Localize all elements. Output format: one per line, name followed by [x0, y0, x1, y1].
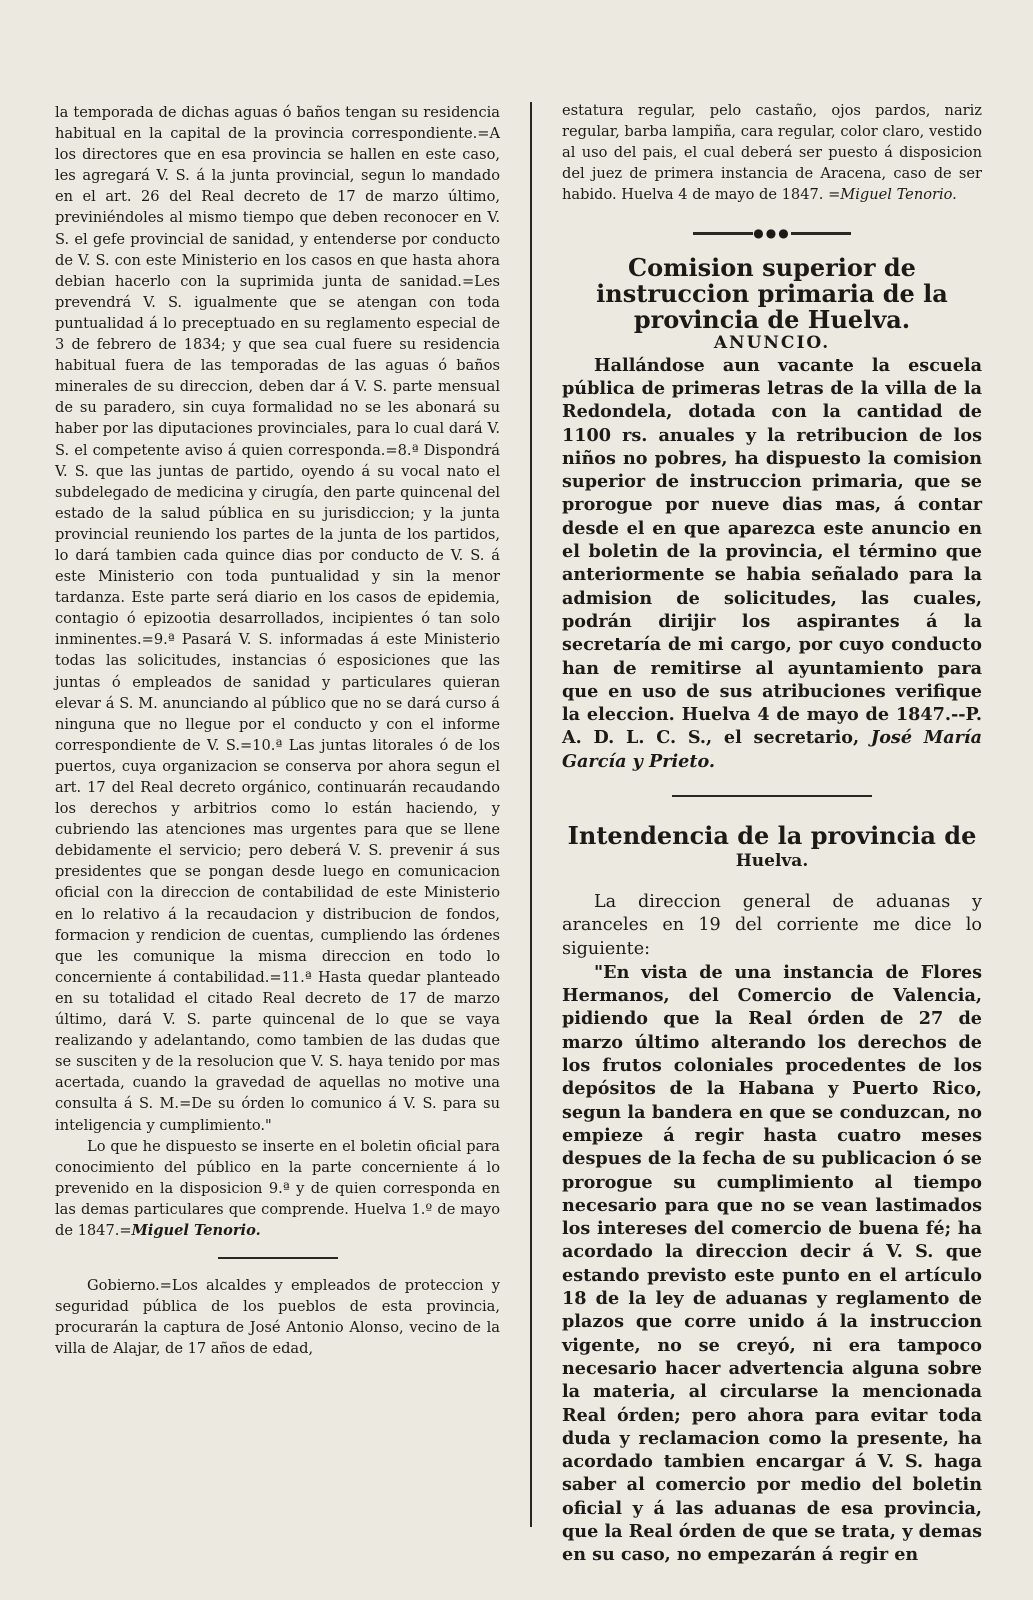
anuncio-body	[562, 354, 982, 773]
sanidad-decree-text: la temporada de dichas aguas ó baños tengan su residencia habitual en la capital de la provincia correspondiente.=A los directores que en esa provincia se hallen en este caso, les agregará V. S. á la junta provincial, segun lo mandado en el art. 26 del Real decreto de 17 de marzo último, previniéndoles al mismo tiempo que deben reconocer en V. S. el gefe provincial de sanidad, y entenderse por conducto de V. S. con este Ministerio en los casos en que hasta ahora debian hacerlo con la suprimida junta de sanidad.=Les prevendrá V. S. igualmente que se atengan con toda puntualidad á lo preceptuado en su reglamento especial de 3 de febrero de 1834; y que sea cual fuere su residencia habitual fuera de las temporadas de las aguas ó baños minerales de su direccion, deben dar á V. S. parte mensual de su paradero, sin cuya formalidad no se les abonará su haber por las diputaciones provinciales, para lo cual dará V. S. el competente aviso á quien corresponda.=8.ª Dispondrá V. S. que las juntas de partido, oyendo á su vocal nato el subdelegado de medicina y cirugía, den parte quincenal del estado de la salud pública en su jurisdiccion; y la junta provincial reuniendo los partes de la junta de los partidos, lo dará tambien cada quince dias por conducto de V. S. á este Ministerio con toda puntualidad y sin la menor tardanza. Este parte será diario en los casos de epidemia, contagio ó epizootia desarrollados, incipientes ó tan solo inminentes.=9.ª Pasará V. S. informadas á este Ministerio todas las solicitudes, instancias ó esposiciones que las juntas ó empleados de sanidad y particulares quieran elevar á S. M. anunciando al público que no se dará curso á ninguna que no llegue por el conducto y con el informe correspondiente de V. S.=10.ª Las juntas litorales ó de los puertos, cuya organizacion se conserva por ahora segun el art. 17 del Real decreto orgánico, continuarán recaudando los derechos y arbitrios como lo están haciendo, y cubriendo las atenciones mas urgentes para que se llene debidamente el servicio; pero deberá V. S. prevenir á sus presidentes que se pongan desde luego en comunicacion oficial con la direccion de contabilidad de este Ministerio en lo relativo á la recaudacion y distribucion de fondos, formacion y rendicion de cuentas, cumpliendo las órdenes que les comunique la misma direccion en todo lo concerniente á contabilidad.=11.ª Hasta quedar planteado en su totalidad el citado Real decreto de 17 de marzo último, dará V. S. parte quincenal de lo que se vaya realizando y adelantando, como tambien de las dudas que se susciten y de la resolucion que V. S. haya tenido por mas acertada, cuando la gravedad de aquellas no motive una consulta á S. M.=De su órden lo comunico á V. S. para su inteligencia y cumplimiento."	[55, 104, 500, 1134]
intendencia-intro: La direccion general de aduanas y aranceles en 19 del corriente me dice lo siguiente:	[562, 892, 982, 959]
description-continuation	[562, 100, 982, 205]
intendencia-order-text: "En vista de una instancia de Flores Hermanos, del Comercio de Valencia, pidiendo que la Real órden de 27 de marzo último alterando los derechos de los frutos coloniales procedentes de los depósitos de la Habana y Puerto Rico, segun la bandera en que se conduzcan, no empieze á regir hasta cuatro meses despues de la fecha de su publicacion ó se prorogue su cumplimiento al tiempo necesario para que no se vean lastimados los intereses del comercio de buena fé; ha acordado la direccion decir á V. S. que estando previsto este punto en el artículo 18 de la ley de aduanas y reglamento de plazos que corre unido á la instruccion vigente, no se creyó, ni era tampoco necesario hacer advertencia alguna sobre la materia, al circularse la mencionada Real órden; pero ahora para evitar toda duda y reclamacion como la presente, ha acordado tambien encargar á V. S. haga saber al comercio por medio del boletin oficial y á las aduanas de esa provincia, que la Real órden de que se trata, y demas en su caso, no empezarán á regir en	[562, 961, 982, 1566]
signature-miguel-tenorio-2: =Miguel Tenorio.	[828, 186, 957, 204]
column-rule	[530, 102, 532, 1527]
signature-jose-maria-garcia: José María García y Prieto.	[562, 727, 983, 772]
right-column	[562, 100, 982, 1567]
gobierno-notice: Gobierno.=Los alcaldes y empleados de proteccion y seguridad pública de los pueblos de esta provincia, procurarán la captura de José Antonio Alonso, vecino de la villa de Alajar, de 17 años de edad,	[55, 1277, 500, 1358]
comision-heading: Comision superior de instruccion primaria de la provincia de Huelva.	[596, 252, 948, 334]
signature-miguel-tenorio: Miguel Tenorio.	[131, 1221, 261, 1239]
description-text: estatura regular, pelo castaño, ojos pardos, nariz regular, barba lampiña, cara regular, color claro, vestido al uso del pais, el cual deberá ser puesto á disposicion del juez de primera instancia de Aracena, caso de ser habido. Huelva 4 de mayo de 1847.	[562, 102, 982, 204]
section-divider	[218, 1257, 338, 1259]
intendencia-subheading: Huelva.	[735, 851, 809, 871]
publication-notice-text: Lo que he dispuesto se inserte en el boletin oficial para conocimiento del público en la parte concerniente á lo prevenido en la disposicion 9.ª y de quien corresponda en las demas particulares que comprende. Huelva 1.º de mayo de 1847.=	[55, 1137, 500, 1239]
anuncio-body-text: Hallándose aun vacante la escuela pública de primeras letras de la villa de la Redondela, dotada con la cantidad de 1100 rs. anuales y la retribucion de los niños no pobres, ha dispuesto la comision superior de instruccion primaria, que se prorogue por nueve dias mas, á contar desde el en que aparezca este anuncio en el boletin de la provincia, el término que anteriormente se habia señalado para la admision de solicitudes, las cuales, podrán dirijir los aspirantes á la secretaría de mi cargo, por cuyo conducto han de remitirse al ayuntamiento para que en uso de sus atribuciones verifique la eleccion. Huelva 4 de mayo de 1847.--P. A. D. L. C. S., el secretario,	[562, 354, 982, 749]
publication-notice	[55, 1136, 500, 1241]
anuncio-title: ANUNCIO.	[713, 332, 831, 353]
section-divider-2	[672, 795, 872, 797]
ornament-divider: ●●●	[562, 223, 982, 244]
intendencia-heading: Intendencia de la provincia de	[567, 821, 977, 850]
left-column	[55, 102, 500, 1359]
